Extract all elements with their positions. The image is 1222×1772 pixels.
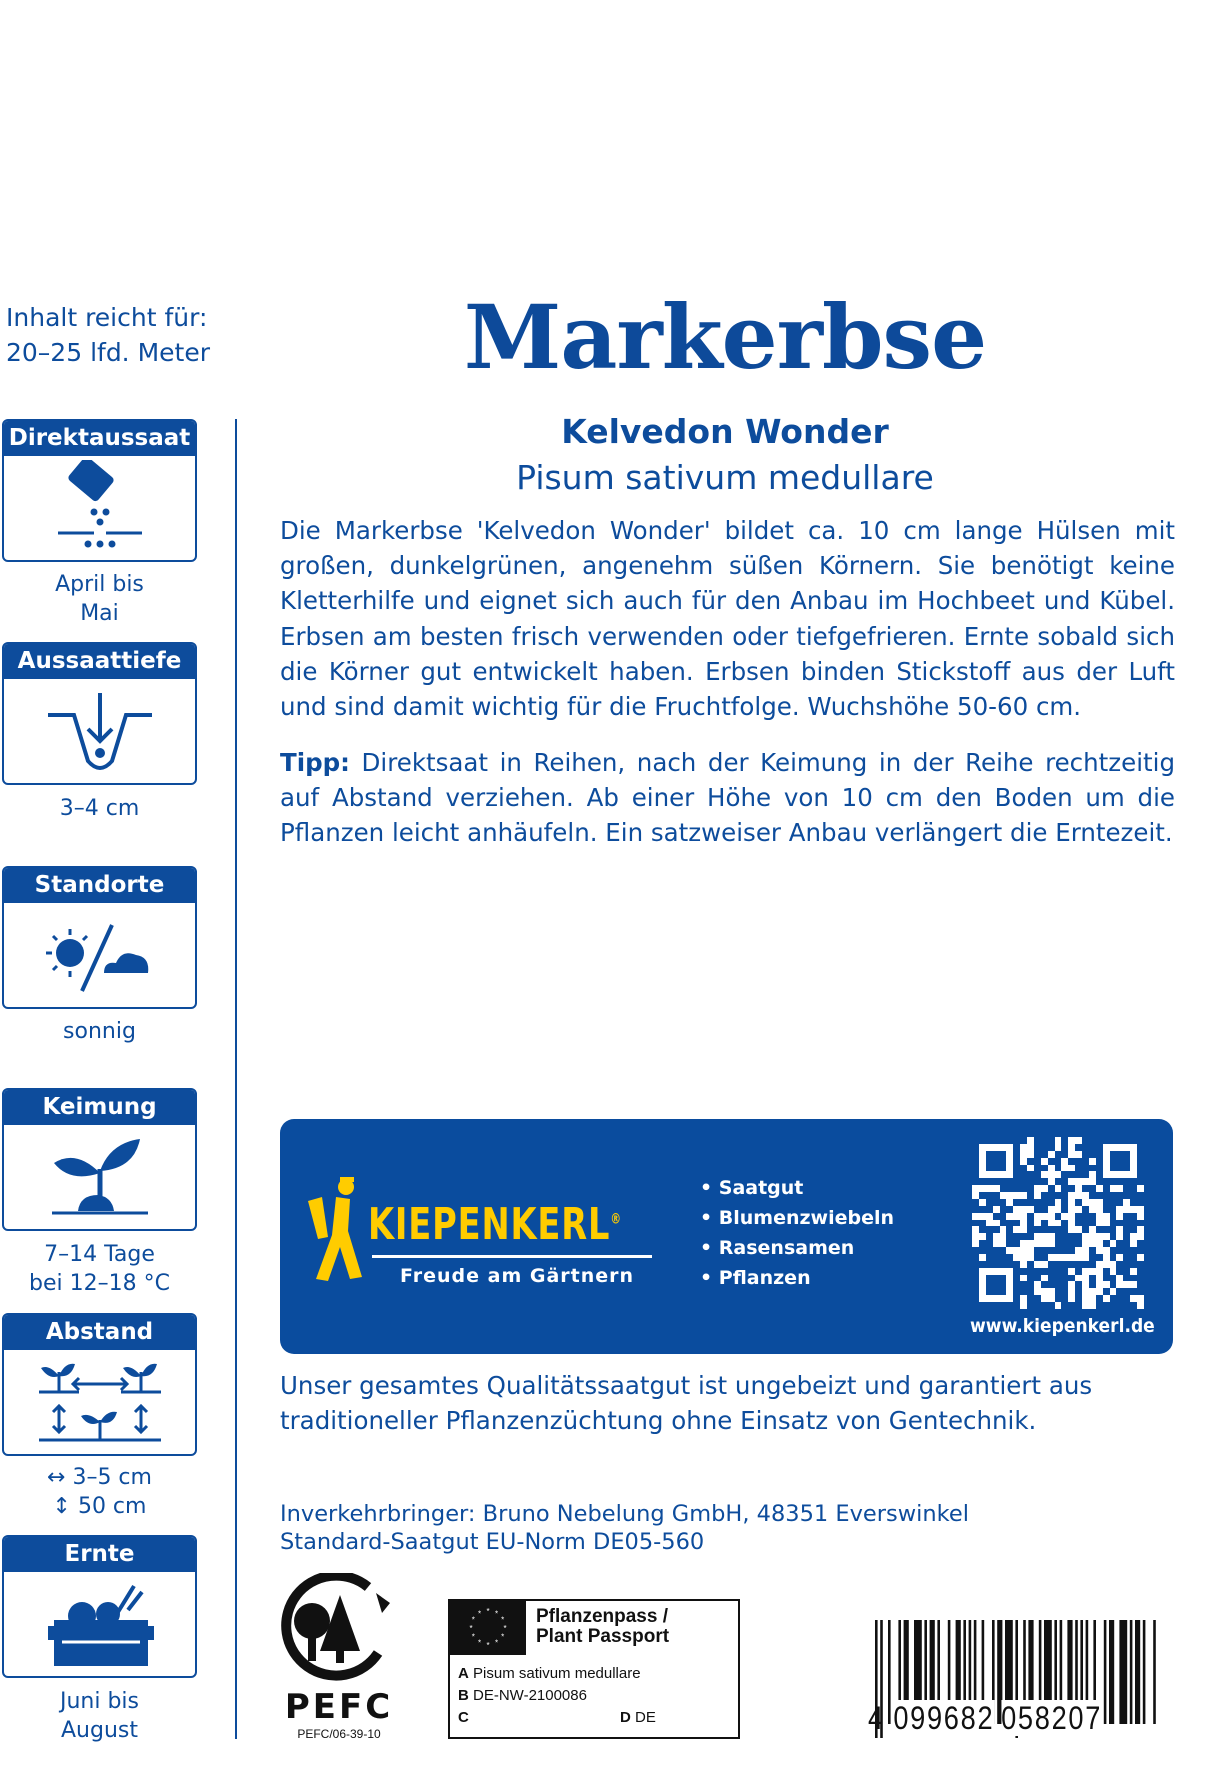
barcode-bar bbox=[1130, 1620, 1133, 1724]
barcode-bar bbox=[1143, 1620, 1146, 1724]
svg-text:*: * bbox=[486, 1607, 490, 1616]
svg-text:*: * bbox=[494, 1638, 499, 1648]
info-caption bbox=[2, 1017, 197, 1046]
plant-passport-title: Pflanzenpass / Plant Passport bbox=[536, 1606, 670, 1647]
content-info-line2: 20–25 lfd. Meter bbox=[6, 338, 210, 367]
svg-text:*: * bbox=[503, 1624, 507, 1633]
caption-line: Mai bbox=[80, 601, 119, 626]
barcode-bar bbox=[1104, 1620, 1107, 1724]
qr-code[interactable] bbox=[972, 1137, 1144, 1309]
content-info-line1: Inhalt reicht für: bbox=[6, 303, 208, 332]
brand-text: KIEPENKERL bbox=[368, 1199, 611, 1250]
content-info bbox=[6, 300, 210, 370]
tip-label: Tipp: bbox=[280, 748, 350, 777]
sowing-depth-icon bbox=[40, 683, 160, 779]
caption-line: April bis bbox=[55, 572, 144, 597]
caption-line: August bbox=[61, 1718, 138, 1743]
info-box-title: Standorte bbox=[4, 868, 195, 903]
caption-line: ↕ 50 cm bbox=[52, 1494, 147, 1519]
sun-partial-shade-icon bbox=[40, 907, 160, 1003]
info-box-title: Direktaussaat bbox=[4, 421, 195, 456]
info-box-direktaussaat bbox=[2, 419, 197, 562]
passport-row-b: B DE-NW-2100086 bbox=[458, 1687, 587, 1704]
variety-name: Kelvedon Wonder bbox=[561, 412, 889, 451]
pefc-logo bbox=[278, 1573, 400, 1741]
svg-text:*: * bbox=[471, 1615, 475, 1625]
info-caption bbox=[2, 570, 197, 628]
info-box-title: Ernte bbox=[4, 1537, 195, 1572]
spacing-icon bbox=[35, 1354, 165, 1450]
product-title: Markerbse bbox=[463, 285, 987, 389]
info-box-standorte bbox=[2, 866, 197, 1009]
info-caption bbox=[2, 794, 197, 823]
svg-text:*: * bbox=[501, 1615, 505, 1625]
legal-info bbox=[280, 1500, 969, 1556]
website-link[interactable]: www.kiepenkerl.de bbox=[970, 1315, 1155, 1337]
description: Die Markerbse 'Kelvedon Wonder' bildet ca. 10 cm lange Hülsen mit großen, dunkelgrünen, angenehm süßen Körnern. Sie benötigt keine Kletterhilfe und eignet sich auch für den Anbau im Hochbeet und Kübel. Erbsen am besten frisch verwenden oder tiefgefrieren. Ernte sobald sich die Körner gut entwickelt haben. Erbsen binden Stickstoff aus der Luft und sind damit wichtig für die Fruchtfolge. Wuchshöhe 50-60 cm. bbox=[280, 516, 1175, 722]
distributor: Inverkehrbringer: Bruno Nebelung GmbH, 48351 Everswinkel bbox=[280, 1501, 969, 1527]
category-list bbox=[700, 1173, 894, 1293]
kiepenkerl-banner bbox=[280, 1119, 1173, 1354]
svg-text:*: * bbox=[471, 1632, 475, 1642]
caption-line: bei 12–18 °C bbox=[29, 1271, 170, 1296]
barcode-bar bbox=[1119, 1620, 1127, 1724]
tip bbox=[280, 745, 1175, 851]
pefc-tree-icon bbox=[278, 1573, 400, 1683]
barcode-bar bbox=[1135, 1620, 1140, 1724]
info-box-keimung bbox=[2, 1088, 197, 1231]
info-box-title: Abstand bbox=[4, 1315, 195, 1350]
svg-text:*: * bbox=[477, 1609, 482, 1619]
info-box-aussaattiefe bbox=[2, 642, 197, 785]
info-box-title: Keimung bbox=[4, 1090, 195, 1125]
barcode-number: 4 099682 058207 bbox=[868, 1700, 1103, 1736]
brand-underline bbox=[372, 1255, 652, 1258]
brand-name bbox=[368, 1199, 622, 1250]
barcode-bar bbox=[1153, 1620, 1156, 1724]
svg-text:*: * bbox=[477, 1638, 482, 1648]
caption-line: 3–4 cm bbox=[59, 796, 140, 821]
info-caption bbox=[2, 1240, 197, 1298]
harvest-crate-icon bbox=[40, 1576, 160, 1672]
pefc-code: PEFC/06-39-10 bbox=[297, 1727, 381, 1741]
latin-name: Pisum sativum medullare bbox=[516, 458, 934, 497]
svg-text:*: * bbox=[501, 1632, 505, 1642]
info-caption bbox=[2, 1687, 197, 1745]
caption-line: ↔ 3–5 cm bbox=[47, 1465, 152, 1490]
tip-text: Direktsaat in Reihen, nach der Keimung in der Reihe rechtzeitig auf Abstand verziehen. Ab einer Höhe von 10 cm den Boden um die Pflanzen leicht anhäufeln. Ein satzweiser Anbau verlängert die Erntezeit. bbox=[280, 748, 1175, 848]
caption-line: 7–14 Tage bbox=[44, 1242, 155, 1267]
info-box-ernte bbox=[2, 1535, 197, 1678]
info-box-title: Aussaattiefe bbox=[4, 644, 195, 679]
category-item: • Rasensamen bbox=[700, 1237, 855, 1259]
seedling-icon bbox=[40, 1129, 160, 1225]
category-item: • Blumenzwiebeln bbox=[700, 1207, 895, 1229]
passport-row-d: D DE bbox=[620, 1709, 656, 1726]
svg-text:*: * bbox=[469, 1624, 473, 1633]
svg-text:*: * bbox=[494, 1609, 499, 1619]
plant-passport bbox=[448, 1599, 740, 1739]
seed-standard: Standard-Saatgut EU-Norm DE05-560 bbox=[280, 1529, 705, 1555]
info-box-abstand bbox=[2, 1313, 197, 1456]
seed-sowing-icon bbox=[50, 460, 150, 556]
guarantee-text: Unser gesamtes Qualitätssaatgut ist ungebeizt und garantiert aus traditioneller Pflanzenzüchtung ohne Einsatz von Gentechnik. bbox=[280, 1371, 1093, 1435]
passport-row-c: C bbox=[458, 1709, 469, 1726]
info-caption bbox=[2, 1463, 197, 1521]
category-item: • Pflanzen bbox=[700, 1267, 811, 1289]
category-item: • Saatgut bbox=[700, 1177, 804, 1199]
slogan: Freude am Gärtnern bbox=[400, 1265, 635, 1287]
hiker-logo-icon bbox=[306, 1177, 368, 1287]
divider bbox=[235, 419, 237, 1739]
caption-line: Juni bis bbox=[59, 1689, 140, 1714]
registered-mark: ® bbox=[610, 1211, 622, 1228]
pefc-wordmark: PEFC bbox=[284, 1687, 394, 1727]
passport-row-a: A Pisum sativum medullare bbox=[458, 1665, 641, 1682]
barcode-bar bbox=[1109, 1620, 1114, 1724]
caption-line: sonnig bbox=[63, 1019, 136, 1044]
svg-text:*: * bbox=[486, 1641, 490, 1650]
eu-flag-icon bbox=[450, 1601, 526, 1655]
